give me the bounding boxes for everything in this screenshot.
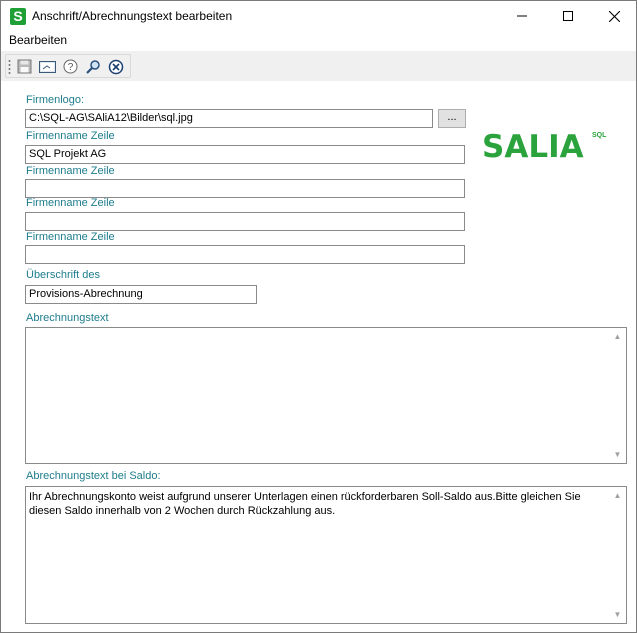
saldo-scrollbar[interactable]	[609, 487, 626, 623]
scroll-down-icon[interactable]: ▼	[613, 450, 622, 459]
help-icon	[63, 59, 78, 74]
menu-bar	[1, 31, 636, 51]
minimize-icon	[517, 11, 527, 21]
browse-button[interactable]: ...	[438, 109, 466, 128]
window-title: Anschrift/Abrechnungstext bearbeiten	[32, 9, 233, 23]
save-button[interactable]	[14, 57, 34, 76]
saldo-label: Abrechnungstext bei Saldo:	[26, 470, 161, 482]
salia-logo	[482, 125, 612, 164]
toolbar-grip-icon[interactable]	[8, 59, 11, 74]
toolbar	[5, 54, 131, 78]
firmenname-label-4: Firmenname Zeile	[26, 231, 115, 243]
firmenlogo-label: Firmenlogo:	[26, 94, 85, 106]
scroll-down-icon[interactable]: ▼	[613, 610, 622, 619]
logo-sub-text: SQL	[592, 132, 607, 139]
preview-button[interactable]	[37, 57, 57, 76]
help-button[interactable]	[60, 57, 80, 76]
scroll-up-icon[interactable]: ▲	[613, 332, 622, 341]
firmenlogo-path-field[interactable]: C:\SQL-AG\SAliA12\Bilder\sql.jpg	[25, 109, 433, 128]
save-icon	[17, 59, 32, 74]
firmenname-field-3[interactable]	[25, 212, 465, 231]
close-window-button[interactable]	[591, 1, 637, 31]
firmenname-field-1[interactable]: SQL Projekt AG	[25, 145, 465, 164]
minimize-button[interactable]	[499, 1, 545, 31]
svg-text:?: ?	[67, 62, 73, 73]
abrechnungstext-scrollbar[interactable]	[609, 328, 626, 463]
close-dialog-button[interactable]	[106, 57, 126, 76]
salia-logo-image	[482, 125, 612, 161]
maximize-button[interactable]	[545, 1, 591, 31]
saldo-textarea[interactable]	[25, 486, 627, 624]
firmenname-field-2[interactable]	[25, 179, 465, 198]
maximize-icon	[563, 11, 573, 21]
saldo-content: Ihr Abrechnungskonto weist aufgrund unserer Unterlagen einen rückforderbaren Soll-Saldo aus.Bitte gleichen Sie diesen Saldo innerhalb von 2 Wochen durch Rückzahlung aus.	[29, 491, 581, 517]
title-bar	[1, 1, 636, 31]
firmenname-label-3: Firmenname Zeile	[26, 197, 115, 209]
close-circle-icon	[108, 59, 124, 75]
search-icon	[85, 59, 101, 75]
app-icon: S	[10, 8, 26, 25]
firmenname-field-4[interactable]	[25, 245, 465, 264]
abrechnungstext-textarea[interactable]	[25, 327, 627, 464]
logo-text: SALIA	[482, 129, 584, 161]
scroll-up-icon[interactable]: ▲	[613, 491, 622, 500]
abrechnungstext-label: Abrechnungstext	[26, 312, 109, 324]
close-icon	[609, 11, 620, 22]
firmenname-label-1: Firmenname Zeile	[26, 130, 115, 142]
search-button[interactable]	[83, 57, 103, 76]
firmenname-label-2: Firmenname Zeile	[26, 165, 115, 177]
form-area	[1, 81, 636, 633]
ueberschrift-label: Überschrift des	[26, 269, 100, 281]
menu-item-bearbeiten[interactable]: Bearbeiten	[9, 33, 68, 47]
preview-icon	[39, 60, 56, 74]
ueberschrift-field[interactable]: Provisions-Abrechnung	[25, 285, 257, 304]
